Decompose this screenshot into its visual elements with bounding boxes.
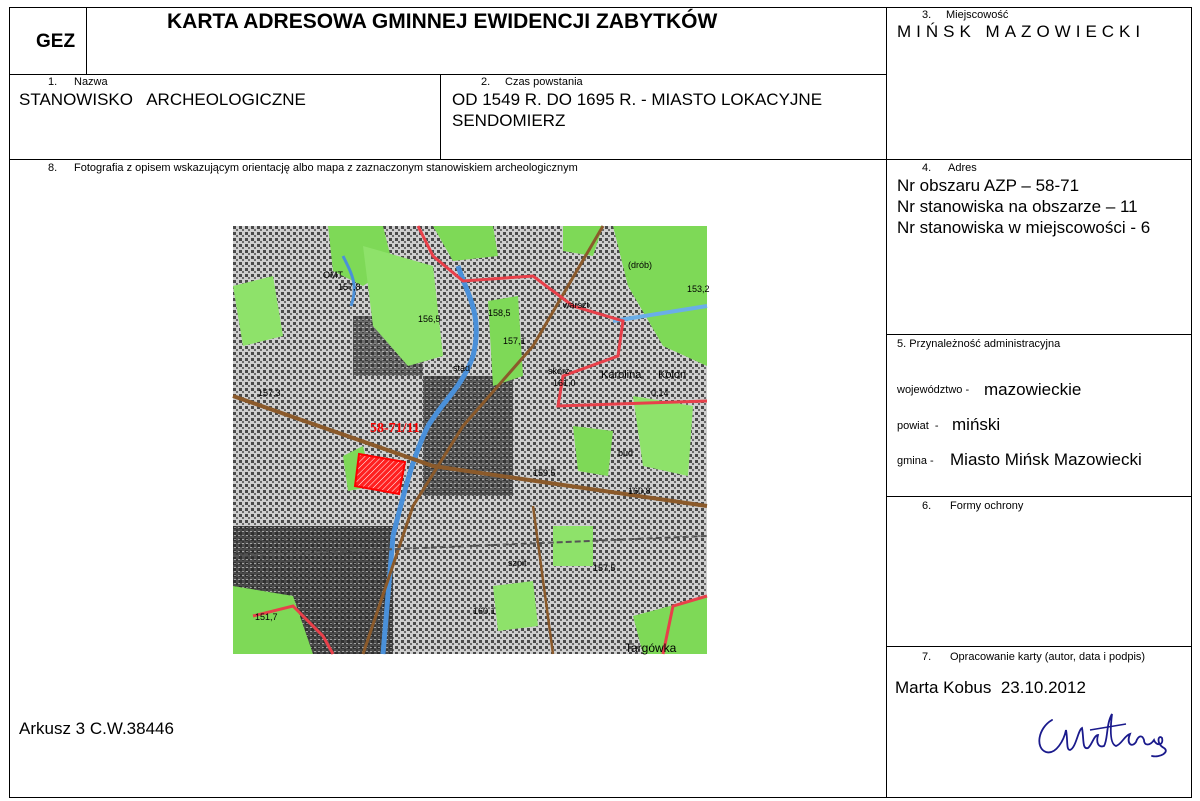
- svg-text:Kolon: Kolon: [658, 369, 687, 381]
- svg-text:153,2: 153,2: [687, 284, 710, 294]
- field7-label: Opracowanie karty (autor, data i podpis): [950, 651, 1146, 663]
- border-right: [1191, 7, 1192, 798]
- divider-name-date: [440, 74, 441, 159]
- border-left: [9, 7, 10, 798]
- svg-text:157,3: 157,3: [258, 388, 281, 398]
- divider-row2: [9, 159, 1192, 160]
- site-area: [355, 454, 405, 494]
- field5-label: 5. Przynależność administracyjna: [897, 338, 1061, 350]
- field7-value: Marta Kobus 23.10.2012: [895, 678, 1086, 697]
- svg-text:Karolina: Karolina: [601, 369, 642, 381]
- field1-label: Nazwa: [74, 76, 108, 88]
- svg-text:160,1: 160,1: [473, 606, 496, 616]
- svg-text:szpit: szpit: [508, 558, 527, 568]
- site-label: 58-71/11: [370, 421, 420, 436]
- svg-text:156,5: 156,5: [418, 314, 441, 324]
- divider-adres: [886, 334, 1192, 335]
- svg-text:157,5: 157,5: [593, 563, 616, 573]
- field3-number: 3.: [922, 9, 932, 21]
- powiat-value: miński: [952, 415, 1001, 434]
- field3-value: MIŃSK MAZOWIECKI: [897, 22, 1146, 41]
- border-bottom: [9, 797, 1192, 798]
- woj-label: województwo -: [897, 384, 970, 396]
- field6-number: 6.: [922, 500, 932, 512]
- svg-text:160,8: 160,8: [628, 486, 651, 496]
- powiat-label: powiat -: [897, 420, 939, 432]
- field2-value-line2: SENDOMIERZ: [452, 111, 566, 130]
- svg-text:bud: bud: [618, 448, 634, 458]
- svg-text:158,5: 158,5: [488, 308, 511, 318]
- signature: [1030, 700, 1180, 770]
- field1-number: 1.: [48, 76, 58, 88]
- divider-gez: [86, 7, 87, 74]
- border-top: [9, 7, 1192, 8]
- svg-text:OMT: OMT: [323, 270, 343, 280]
- field7-number: 7.: [922, 651, 932, 663]
- gez-label: GEZ: [36, 31, 76, 52]
- arkusz-label: Arkusz 3 C.W.38446: [19, 719, 174, 738]
- svg-text:warszt: warszt: [563, 300, 590, 310]
- svg-text:159,5: 159,5: [533, 468, 556, 478]
- field4-line3: Nr stanowiska w miejscowości - 6: [897, 218, 1151, 237]
- woj-value: mazowieckie: [984, 380, 1082, 399]
- svg-text:(drób): (drób): [628, 260, 653, 270]
- svg-text:stad: stad: [453, 363, 471, 373]
- divider-ochrona: [886, 646, 1192, 647]
- svg-text:151,7: 151,7: [255, 612, 278, 622]
- field2-number: 2.: [481, 76, 491, 88]
- divider-admin: [886, 496, 1192, 497]
- field8-number: 8.: [48, 162, 58, 174]
- svg-text:157,1: 157,1: [503, 336, 526, 346]
- field4-number: 4.: [922, 162, 932, 174]
- card-title: KARTA ADRESOWA GMINNEJ EWIDENCJI ZABYTKÓW: [167, 10, 718, 33]
- topographic-map: [233, 226, 710, 655]
- field6-label: Formy ochrony: [950, 500, 1024, 512]
- gmina-value: Miasto Mińsk Mazowiecki: [950, 450, 1142, 469]
- field1-value: STANOWISKO ARCHEOLOGICZNE: [19, 90, 306, 109]
- field3-label: Miejscowość: [946, 9, 1009, 21]
- field2-value-line1: OD 1549 R. DO 1695 R. - MIASTO LOKACYJNE: [452, 90, 823, 109]
- divider-row1: [9, 74, 887, 75]
- divider-main-right: [886, 7, 887, 798]
- svg-text:skórz: skórz: [548, 366, 570, 376]
- svg-text:161,0: 161,0: [553, 378, 576, 388]
- gmina-label: gmina -: [897, 455, 934, 467]
- field4-line2: Nr stanowiska na obszarze – 11: [897, 197, 1138, 216]
- svg-text:157,8: 157,8: [338, 282, 361, 292]
- field8-label: Fotografia z opisem wskazującym orientację albo mapa z zaznaczonym stanowiskiem archeologicznym: [74, 162, 578, 174]
- field4-line1: Nr obszaru AZP – 58-71: [897, 176, 1080, 195]
- svg-text:Targówka: Targówka: [625, 641, 677, 655]
- svg-text:0,14: 0,14: [651, 388, 669, 398]
- field4-label: Adres: [948, 162, 977, 174]
- field2-label: Czas powstania: [505, 76, 583, 88]
